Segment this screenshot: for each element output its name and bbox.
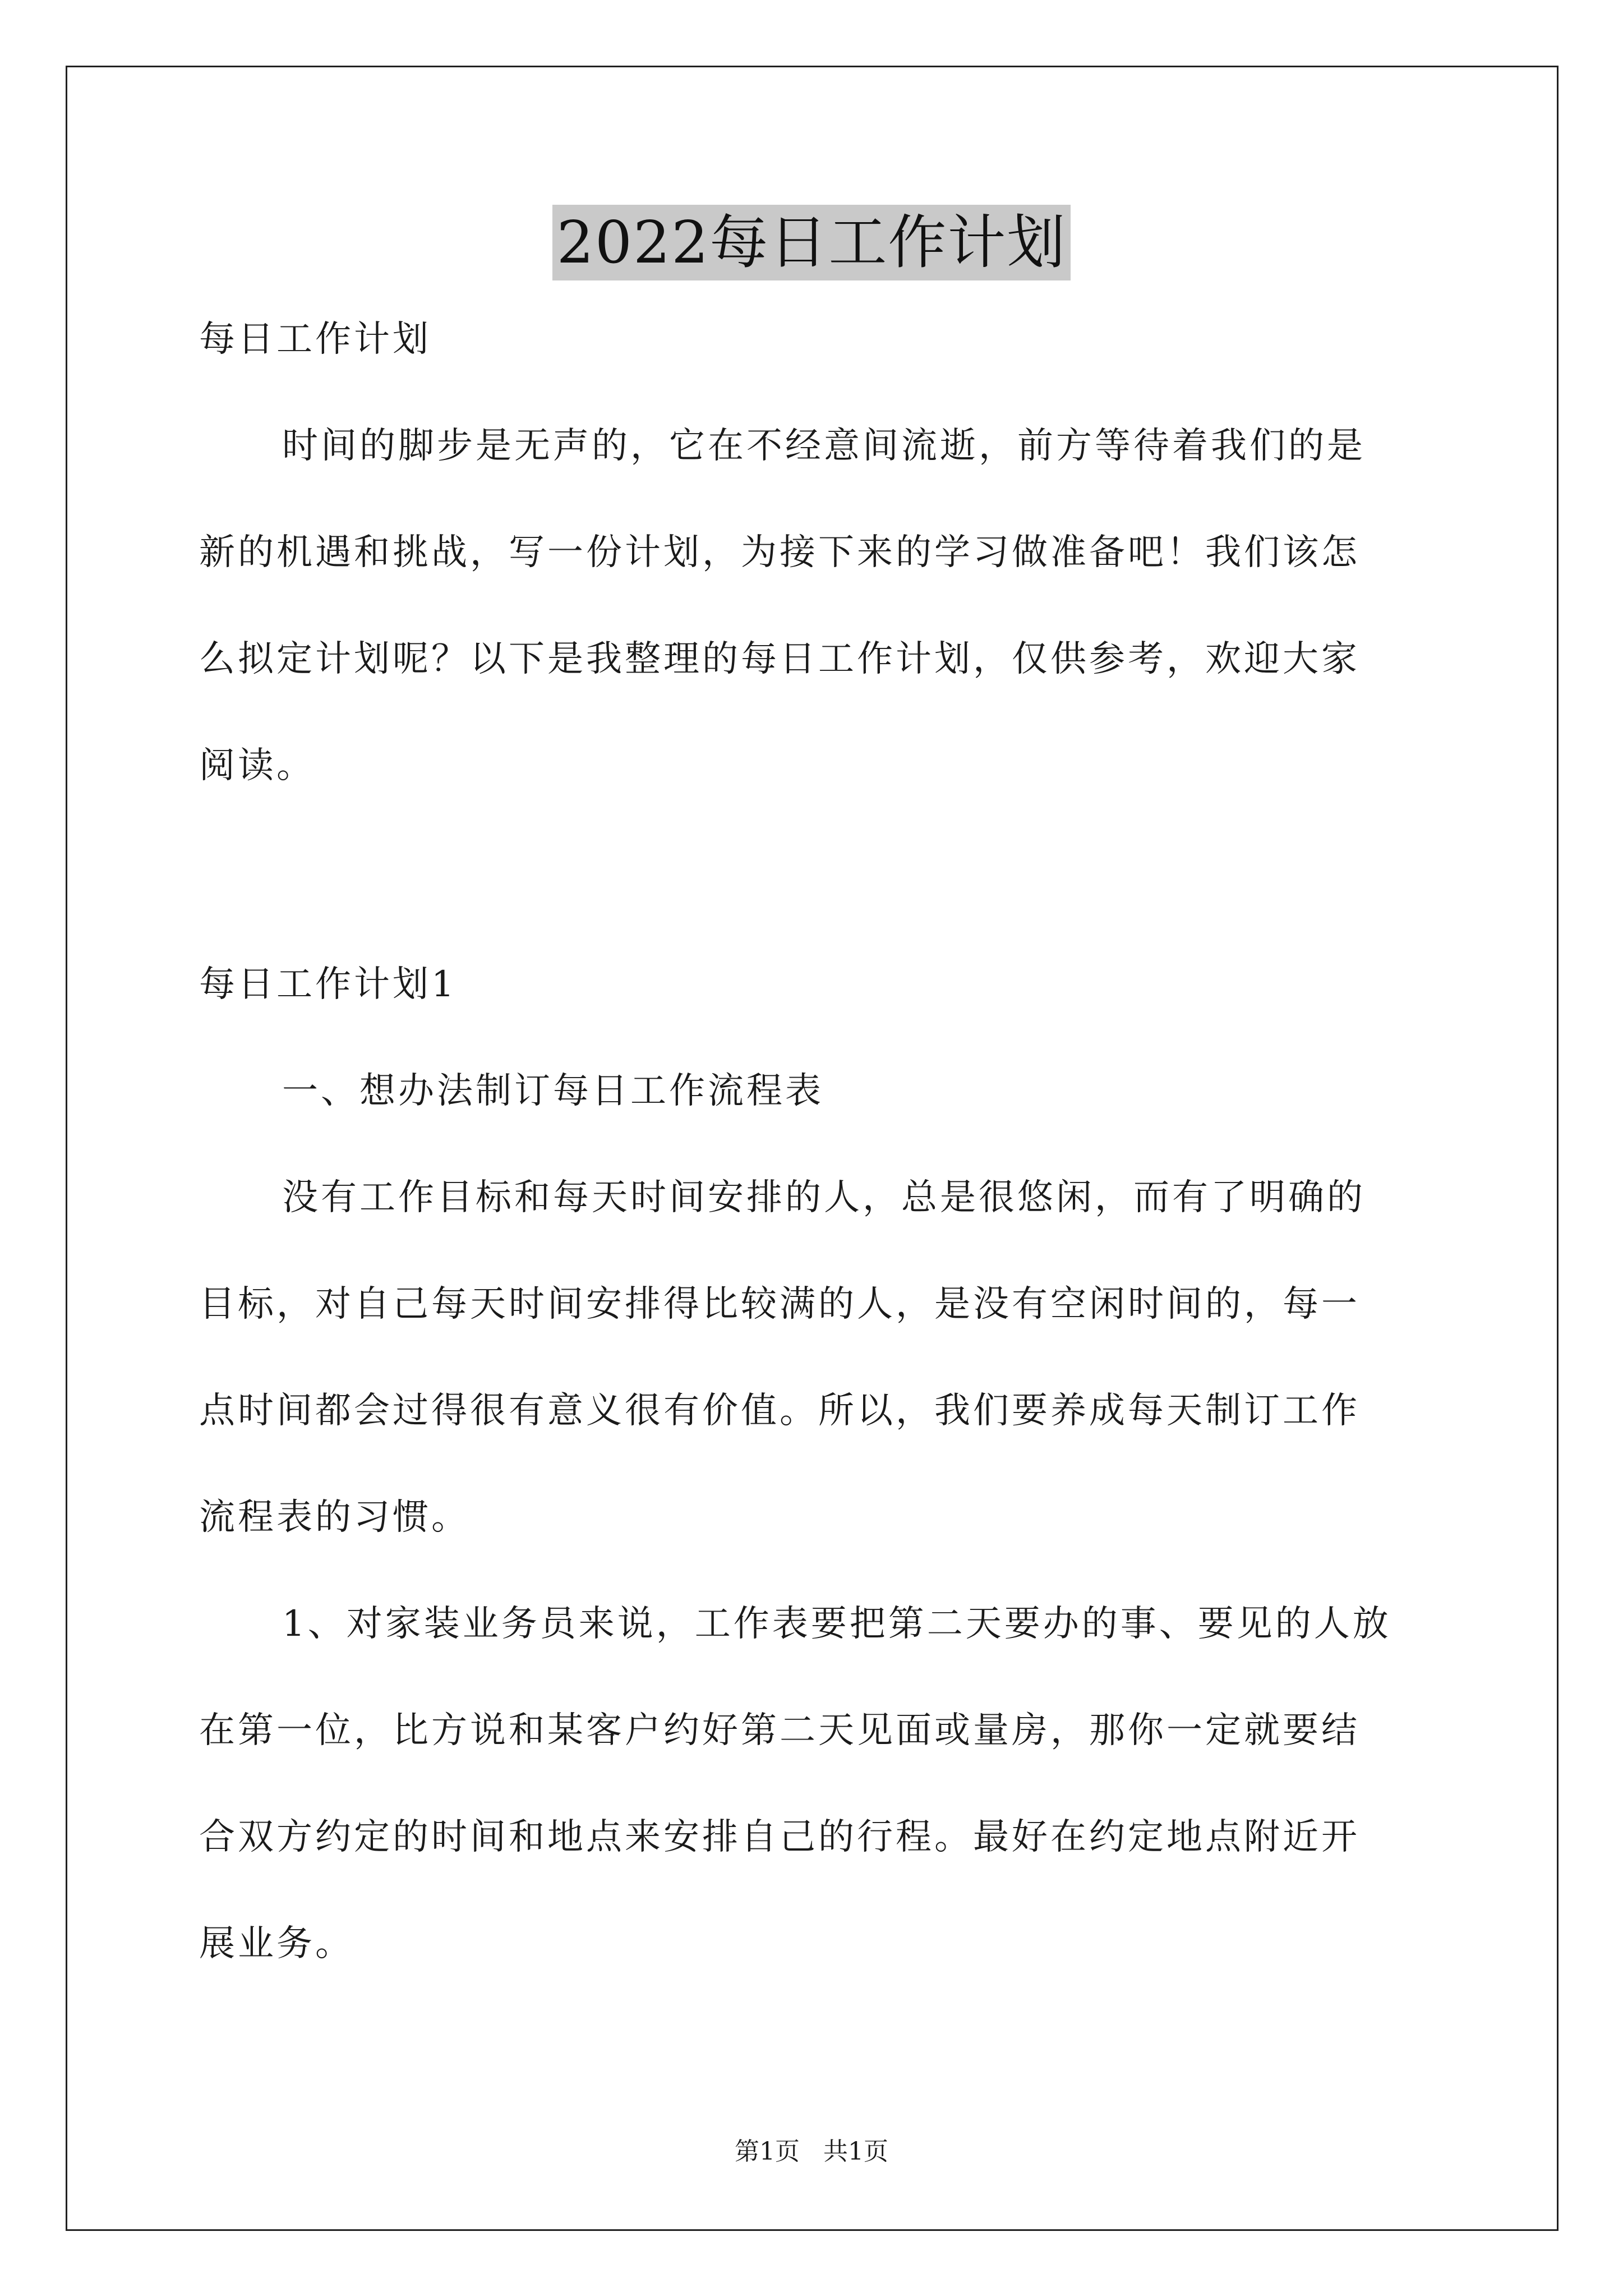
subsection-heading: 一、想办法制订每日工作流程表 bbox=[282, 1070, 824, 1112]
page-total: 共1页 bbox=[823, 2137, 888, 2166]
paragraph-line: 展业务。 bbox=[199, 1923, 354, 1964]
title-container bbox=[0, 205, 1623, 280]
paragraph-line: 流程表的习惯。 bbox=[199, 1497, 470, 1538]
page-number: 第1页 bbox=[735, 2137, 800, 2166]
page-border bbox=[66, 66, 1559, 2231]
paragraph-line: 么拟定计划呢？以下是我整理的每日工作计划，仅供参考，欢迎大家 bbox=[199, 638, 1360, 680]
section-heading: 每日工作计划 bbox=[199, 319, 431, 360]
paragraph-line: 时间的脚步是无声的，它在不经意间流逝，前方等待着我们的是 bbox=[282, 425, 1366, 467]
paragraph-line: 阅读。 bbox=[199, 745, 315, 786]
paragraph-line: 1、对家装业务员来说，工作表要把第二天要办的事、要见的人放 bbox=[282, 1603, 1391, 1645]
paragraph-line: 在第一位，比方说和某客户约好第二天见面或量房，那你一定就要结 bbox=[199, 1710, 1360, 1751]
paragraph-line: 没有工作目标和每天时间安排的人，总是很悠闲，而有了明确的 bbox=[282, 1177, 1366, 1218]
paragraph-line: 点时间都会过得很有意义很有价值。所以，我们要养成每天制订工作 bbox=[199, 1390, 1360, 1432]
paragraph-line: 目标，对自己每天时间安排得比较满的人，是没有空闲时间的，每一 bbox=[199, 1283, 1360, 1325]
section-heading: 每日工作计划1 bbox=[199, 964, 457, 1005]
paragraph-line: 新的机遇和挑战，写一份计划，为接下来的学习做准备吧！我们该怎 bbox=[199, 532, 1360, 573]
paragraph-line: 合双方约定的时间和地点来安排自己的行程。最好在约定地点附近开 bbox=[199, 1816, 1360, 1858]
document-title: 2022每日工作计划 bbox=[552, 205, 1071, 280]
page-footer bbox=[0, 2135, 1623, 2169]
